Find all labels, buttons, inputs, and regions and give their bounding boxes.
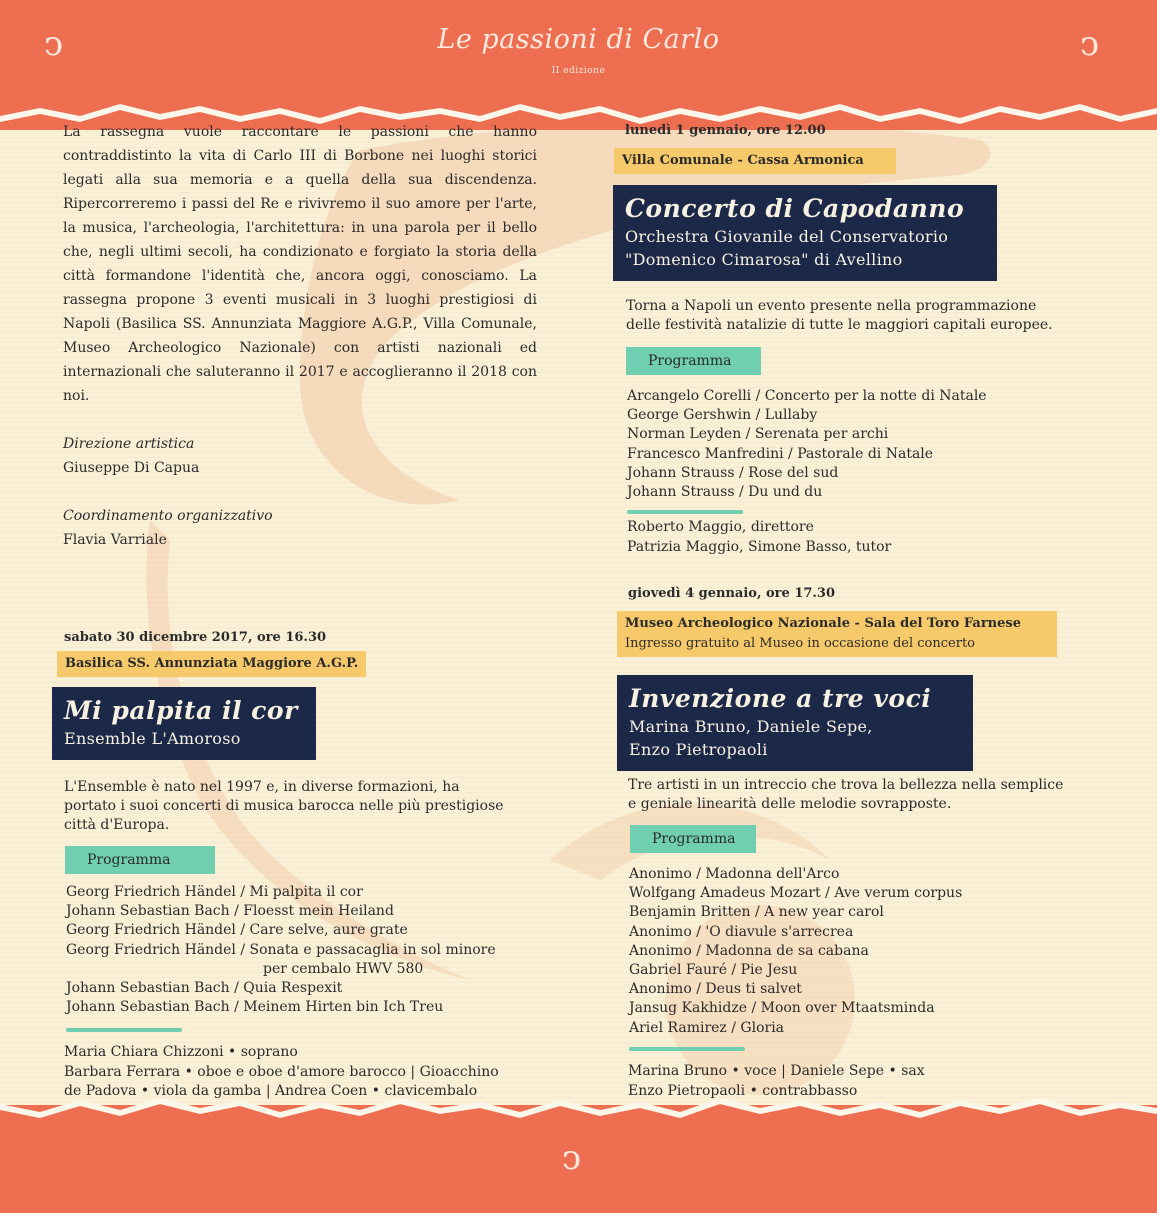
event-performer: Ensemble L'Amoroso [64, 729, 241, 748]
program-item: Francesco Manfredini / Pastorale di Natale [627, 445, 934, 462]
artist-line: Barbara Ferrara • oboe e oboe d'amore barocco | Gioacchino [64, 1063, 499, 1080]
divider [66, 1028, 182, 1032]
program-list [627, 387, 987, 502]
program-tag: Programma [630, 825, 756, 853]
program-item: Ariel Ramirez / Gloria [629, 1019, 785, 1036]
event-title-box [617, 675, 973, 771]
program-tag: Programma [626, 347, 761, 375]
program-tag: Programma [65, 846, 215, 874]
event-title-box [52, 687, 316, 760]
description-line: Tre artisti in un intreccio che trova la bellezza nella semplice [628, 777, 1064, 793]
coordination-label: Coordinamento organizzativo [63, 508, 273, 524]
curl-ornament-icon: ↄ [562, 1138, 582, 1178]
event-date: sabato 30 dicembre 2017, ore 16.30 [64, 630, 327, 645]
event-venue: Basilica SS. Annunziata Maggiore A.G.P. [57, 651, 366, 677]
direction-label: Direzione artistica [63, 436, 195, 452]
artist-line: Marina Bruno • voce | Daniele Sepe • sax [628, 1063, 925, 1079]
event-description [626, 297, 1126, 335]
program-item: George Gershwin / Lullaby [627, 407, 818, 424]
program-item: Anonimo / Madonna dell'Arco [629, 866, 840, 882]
direction-name: Giuseppe Di Capua [63, 460, 200, 476]
program-item: Anonimo / 'O diavule s'arrecrea [629, 923, 854, 940]
program-item: Anonimo / Deus ti salvet [629, 981, 802, 998]
curl-ornament-icon: ↄ [1080, 24, 1100, 64]
divider [629, 1047, 745, 1051]
venue-note: Ingresso gratuito al Museo in occasione del concerto [625, 636, 975, 651]
program-item: Johann Sebastian Bach / Meinem Hirten bin Ich Treu [66, 999, 444, 1016]
artist-line: Enzo Pietropaoli • contrabbasso [628, 1082, 858, 1099]
description-line: città d'Europa. [64, 817, 170, 833]
program-item: Benjamin Britten / A new year carol [629, 904, 884, 921]
program-item: Wolfgang Amadeus Mozart / Ave verum corpus [629, 885, 963, 902]
program-item: Arcangelo Corelli / Concerto per la notte di Natale [627, 388, 987, 404]
description-line: portato i suoi concerti di musica barocca nelle più prestigiose [64, 798, 504, 814]
description-line: e geniale linearità delle melodie sovrapposte. [628, 796, 952, 812]
program-item: Jansug Kakhidze / Moon over Mtaatsminda [629, 1000, 935, 1017]
event-title: Concerto di Capodanno [625, 194, 965, 223]
program-item: Georg Friedrich Händel / Sonata e passacaglia in sol minore [66, 941, 496, 958]
edition-label: II edizione [551, 66, 606, 76]
divider [627, 510, 743, 514]
event-title: Invenzione a tre voci [629, 684, 932, 713]
intro-text: La rassegna vuole raccontare le passioni che hanno contraddistinto la vita di Carlo III di Borbone nei luoghi storici legati alla sua memoria e a quella della sua discendenza. Ripercorreremo i passi del Re e rivivremo il suo amore per l'arte, la musica, l'archeologia, l'architettura: in una parola per il bello che, negli ultimi secoli, ha condizionato e forgiato la storia della città formandone l'identità che, ancora oggi, conosciamo. La rassegna propone 3 eventi musicali in 3 luoghi prestigiosi di Napoli (Basilica SS. Annunziata Maggiore A.G.P., Villa Comunale, Museo Archeologico Nazionale) con artisti nazionali ed internazionali che saluteranno il 2017 e accoglieranno il 2018 con noi. [63, 124, 537, 404]
event-performer: "Domenico Cimarosa" di Avellino [625, 250, 903, 269]
event-performer: Orchestra Giovanile del Conservatorio [625, 227, 949, 246]
program-item: Norman Leyden / Serenata per archi [627, 426, 889, 443]
description-line: Torna a Napoli un evento presente nella programmazione [626, 298, 1037, 314]
program-item: Gabriel Fauré / Pie Jesu [629, 962, 798, 979]
artist-line: de Padova • viola da gamba | Andrea Coen • clavicembalo [64, 1083, 478, 1099]
program-item: Georg Friedrich Händel / Care selve, aure grate [66, 922, 408, 939]
event-date: lunedì 1 gennaio, ore 12.00 [625, 123, 826, 138]
event-date: giovedì 4 gennaio, ore 17.30 [628, 586, 836, 601]
event-performer: Marina Bruno, Daniele Sepe, [629, 717, 873, 736]
event-performer: Enzo Pietropaoli [629, 740, 768, 759]
program-list [66, 883, 496, 1017]
event-title-box [613, 185, 997, 281]
program-item: Johann Strauss / Rose del sud [627, 464, 839, 481]
artists-list [627, 518, 891, 557]
program-item: Anonimo / Madonna de sa cabana [629, 942, 869, 959]
artist-line: Roberto Maggio, direttore [627, 519, 814, 535]
artists-list [64, 1043, 499, 1102]
program-item: Georg Friedrich Händel / Mi palpita il cor [66, 884, 363, 900]
artists-list [628, 1062, 925, 1101]
venue-name: Museo Archeologico Nazionale - Sala del Toro Farnese [625, 616, 1021, 631]
program-list [629, 865, 962, 1038]
program-item: per cembalo HWV 580 [263, 960, 424, 977]
intro-section [63, 120, 537, 552]
program-item: Johann Strauss / Du und du [627, 484, 823, 501]
event-description [628, 776, 1128, 814]
event-venue [617, 611, 1057, 657]
program-item: Johann Sebastian Bach / Floesst mein Heiland [66, 903, 394, 920]
program-item: Johann Sebastian Bach / Quia Respexit [66, 980, 343, 997]
description-line: delle festività natalizie di tutte le maggiori capitali europee. [626, 317, 1053, 333]
event-description [64, 778, 534, 835]
event-title: Mi palpita il cor [64, 696, 298, 725]
page-title: Le passioni di Carlo [437, 24, 720, 55]
event-venue: Villa Comunale - Cassa Armonica [614, 148, 896, 174]
artist-line: Maria Chiara Chizzoni • soprano [64, 1044, 298, 1060]
description-line: L'Ensemble è nato nel 1997 e, in diverse formazioni, ha [64, 779, 460, 795]
coordination-name: Flavia Varriale [63, 532, 167, 548]
curl-ornament-icon: ↄ [44, 24, 64, 64]
artist-line: Patrizia Maggio, Simone Basso, tutor [627, 538, 892, 555]
